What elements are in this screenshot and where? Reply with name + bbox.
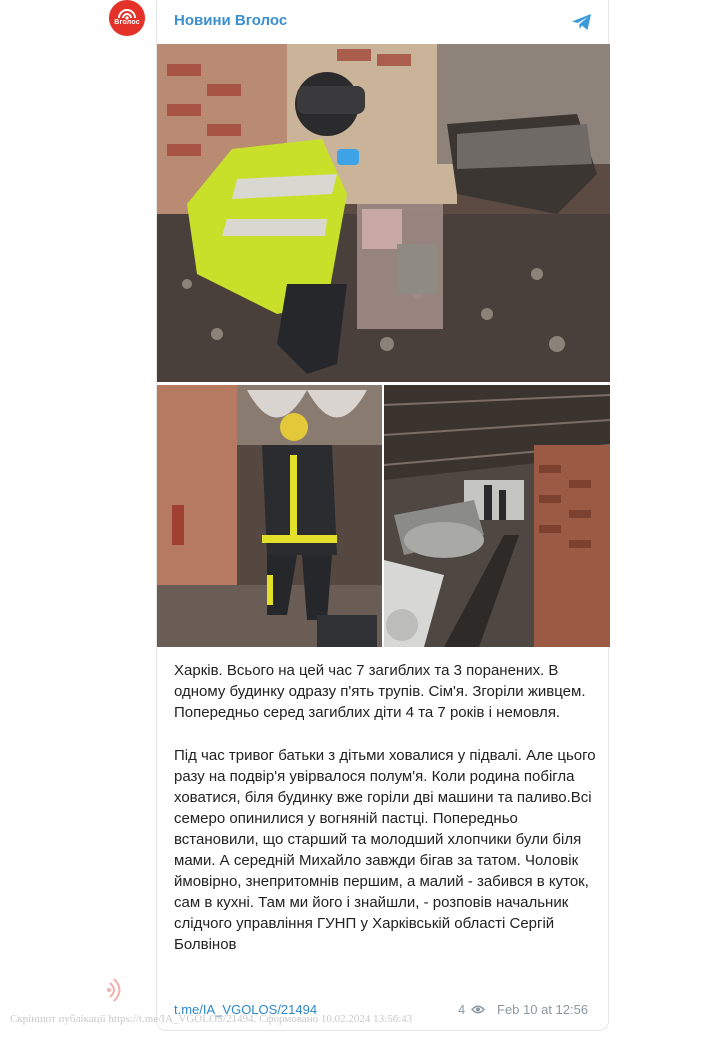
post-card bbox=[156, 0, 609, 1031]
post-paragraph: Під час тривог батьки з дітьми ховалися у підвалі. Але цього разу на подвір'я увірвалося полум'я. Коли родина побігла ховатися, біля будинку вже горіли дві машини та паливо.Всі семеро опинилися у вогняній пастці. Попередньо встановили, що старший та молодший хлопчики були біля мами. А середній Михайло завжди бігав за татом. Чоловік ймовірно, знепритомнів першим, а малий - забився в куток, сам в кухні. Там ми його і знайшли, - розповів начальник слідчого управління ГУНП у Харківській області Сергій Болвінов bbox=[174, 747, 596, 953]
post-time: Feb 10 at 12:56 bbox=[497, 1002, 589, 1017]
view-count: 4 bbox=[458, 1002, 466, 1017]
post-photo-1[interactable] bbox=[157, 44, 610, 382]
screenshot-watermark: Скріншот публікації https://t.me/IA_VGOLOS/21494. Сформовано 10.02.2024 13:56:43 bbox=[10, 1013, 413, 1025]
post-photo-2[interactable] bbox=[157, 385, 382, 647]
post-paragraph: Харків. Всього на цей час 7 загиблих та 3 поранених. В одному будинку одразу п'ять трупів. Сім'я. Згоріли живцем. Попередньо серед загиблих діти 4 та 7 років і немовля. bbox=[174, 662, 586, 721]
post-text bbox=[174, 660, 599, 977]
channel-avatar[interactable] bbox=[109, 0, 145, 36]
eye-icon bbox=[471, 1004, 485, 1015]
post-link[interactable]: t.me/IA_VGOLOS/21494 bbox=[174, 1002, 318, 1017]
telegram-plane-icon[interactable] bbox=[570, 10, 594, 34]
watermark-logo bbox=[106, 975, 126, 1005]
channel-name[interactable]: Новини Вголос bbox=[174, 12, 288, 29]
post-photo-3[interactable] bbox=[384, 385, 610, 647]
avatar-label: Вголос bbox=[114, 19, 140, 26]
